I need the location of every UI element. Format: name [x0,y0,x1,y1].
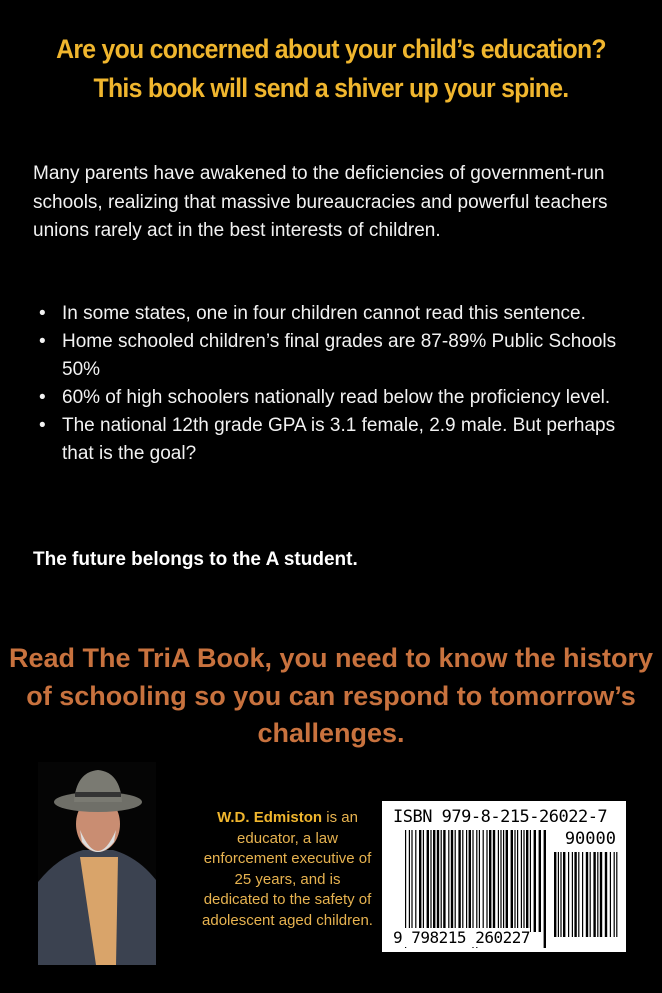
barcode-bar [448,830,449,932]
barcode-bar [526,830,528,932]
barcode-bar [430,830,431,932]
barcode-bar [483,830,484,932]
barcode-bar [572,852,573,937]
barcode-bar [500,830,501,932]
barcode-digits: 9 798215 260227 [393,928,530,947]
barcode-bar [498,830,499,932]
isbn-barcode [382,801,626,952]
barcode-bar [415,830,416,932]
author-name: W.D. Edmiston [217,809,323,826]
price-code: 90000 [564,829,616,849]
barcode-bar [558,852,559,937]
facts-list [33,300,633,468]
bio-text: is an educator, a law enforcement executive of 25 years, and is dedicated to the safety of adolescent aged children. [202,809,373,929]
barcode-bar [437,830,439,932]
headline-line-1: Are you concerned about your child’s education? [56,34,606,64]
barcode-bar [517,830,518,932]
barcode-bar [443,830,445,932]
barcode-bar [597,852,598,937]
barcode-bar [614,852,615,937]
barcode-bar [493,830,495,932]
barcode-bar [539,830,541,932]
barcode-bar [419,830,421,932]
call-to-action: Read The TriA Book, you need to know the history of schooling so you can respond to tomorrow’s challenges. [8,643,654,748]
intro-paragraph: Many parents have awakened to the deficiencies of government-run schools, realizing that massive bureaucracies and powerful teachers unions rarely act in the best interests of children. [33,163,608,241]
barcode-bar [466,830,467,932]
barcode-bar [578,852,579,937]
barcode-bar [427,830,429,932]
barcode-bar [610,852,611,937]
barcode-bar [568,852,569,937]
barcode-bar [574,852,576,937]
barcode-bar [523,830,524,932]
barcode-bar [458,830,460,932]
barcode-bar [433,830,435,932]
barcode-bar [451,830,453,932]
barcode-bar [479,830,480,932]
barcode-bar [409,830,410,932]
barcode-bar [469,830,471,932]
barcode-bar [605,852,607,937]
barcode-bar [503,830,504,932]
barcode-bar [586,852,588,937]
barcode-bar [590,852,591,937]
barcode-bar [530,830,531,932]
author-bio [200,808,375,931]
barcode-bar [593,852,595,937]
future-statement: The future belongs to the A student. [33,549,358,570]
barcode-bar [423,830,424,932]
author-photo [38,762,156,965]
barcode-bar [462,830,463,932]
barcode-bar [563,852,565,937]
barcode-bar [506,830,508,932]
barcode-bar [600,852,602,937]
barcode-bar [582,852,583,937]
barcode-bar [554,852,556,937]
barcode-bar [511,830,513,932]
barcode-bar [411,830,412,932]
barcode-bar [544,830,546,948]
list-item: • 60% of high schoolers nationally read below the proficiency level. [33,384,633,412]
headline-line-2: This book will send a shiver up your spine. [93,73,569,103]
barcode-bar [514,830,515,932]
barcode-bar [486,830,487,932]
list-item: • In some states, one in four children cannot read this sentence. [33,300,633,328]
barcode-bar [521,830,522,932]
barcode-bar [534,830,536,932]
barcode-bar [560,852,561,937]
list-item: • The national 12th grade GPA is 3.1 female, 2.9 male. But perhaps that is the goal? [33,412,633,468]
barcode-bar [455,830,456,932]
isbn-label: ISBN 979-8-215-26022-7 [393,807,608,827]
barcode-bar [616,852,617,937]
list-item: • Home schooled children’s final grades are 87-89% Public Schools 50% [33,328,633,384]
barcode-bar [441,830,442,932]
barcode-bar [489,830,491,932]
